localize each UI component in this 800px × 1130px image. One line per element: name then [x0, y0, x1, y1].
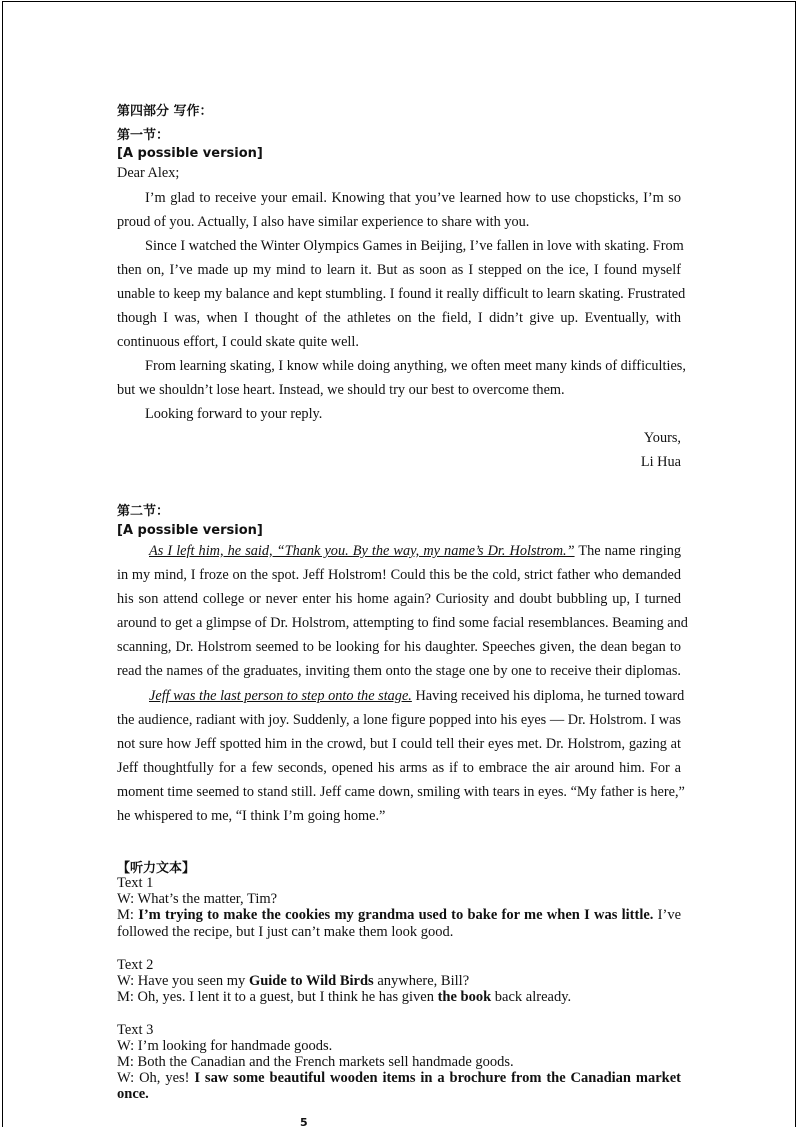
letter-line: proud of you. Actually, I also have similar experience to share with you.	[117, 214, 530, 230]
story-line: not sure how Jeff spotted him in the crowd, but I could tell their eyes met. Dr. Holstrom, gazing at	[117, 736, 681, 752]
keyword-highlight: the book	[437, 989, 492, 1005]
section2-heading: 第二节：	[117, 504, 170, 519]
signature: Li Hua	[640, 454, 681, 470]
text1-w-line: W: What’s the matter, Tim?	[117, 891, 278, 907]
text3-w2-line	[117, 1070, 681, 1087]
speaker-prefix: M: Oh, yes. I lent it to a guest, but I think he has given	[117, 989, 438, 1005]
text3-w-line: W: I’m looking for handmade goods.	[117, 1038, 333, 1054]
section1-version-label: [A possible version]	[117, 146, 263, 161]
letter-line: then on, I’ve made up my mind to learn it. But as soon as I stepped on the ice, I found myself	[117, 262, 681, 278]
story-line	[149, 543, 681, 560]
text3-label: Text 3	[117, 1022, 154, 1038]
letter-line: I’m glad to receive your email. Knowing that you’ve learned how to use chopsticks, I’m so	[145, 190, 681, 206]
letter-line: From learning skating, I know while doing anything, we often meet many kinds of difficulties,	[145, 358, 686, 374]
keyword-highlight: I saw some beautiful wooden items in a brochure from the Canadian market	[194, 1070, 681, 1086]
keyword-highlight: I’m trying to make the cookies my grandma used to bake for me when I was little.	[138, 907, 654, 923]
story-line: scanning, Dr. Holstrom seemed to be looking for his daughter. Speeches given, the dean began to	[117, 639, 681, 655]
letter-line: though I was, when I thought of the athletes on the field, I didn’t give up. Eventually, with	[117, 310, 681, 326]
line-rest: I’ve	[653, 907, 682, 923]
story-line: moment time seemed to stand still. Jeff came down, smiling with tears in eyes. “My father is here,”	[117, 784, 685, 800]
story-line-rest: The name ringing	[574, 543, 681, 559]
text3-w2-line2: once.	[117, 1086, 149, 1102]
part-heading: 第四部分 写作：	[117, 104, 213, 119]
story-line	[149, 688, 685, 705]
text2-label: Text 2	[117, 957, 154, 973]
story-lead-sentence: Jeff was the last person to step onto the stage.	[149, 688, 412, 704]
letter-line: Since I watched the Winter Olympics Games in Beijing, I’ve fallen in love with skating. From	[145, 238, 684, 254]
salutation: Dear Alex;	[117, 165, 180, 181]
letter-line: continuous effort, I could skate quite well.	[117, 334, 359, 350]
letter-line: unable to keep my balance and kept stumbling. I found it really difficult to learn skating. Frustrated	[117, 286, 686, 302]
story-line: his son attend college or never enter his home again? Curiosity and doubt bubbling up, I turned	[117, 591, 681, 607]
line-rest: anywhere, Bill?	[373, 973, 470, 989]
speaker-prefix: M:	[117, 907, 139, 923]
text3-m-line: M: Both the Canadian and the French markets sell handmade goods.	[117, 1054, 514, 1070]
text1-m-line2: followed the recipe, but I just can’t make them look good.	[117, 924, 454, 940]
keyword-highlight: Guide to Wild Birds	[248, 973, 374, 989]
story-line: Jeff thoughtfully for a few seconds, opened his arms as if to embrace the air around him. For a	[117, 760, 681, 776]
story-line-rest: Having received his diploma, he turned toward	[411, 688, 685, 704]
text1-m-line	[117, 907, 681, 924]
story-line: around to get a glimpse of Dr. Holstrom, attempting to find some facial resemblances. Beaming and	[117, 615, 688, 631]
story-line: read the names of the graduates, inviting them onto the stage one by one to receive their diplomas.	[117, 663, 681, 679]
speaker-prefix: W: Have you seen my	[117, 973, 249, 989]
section2-version-label: [A possible version]	[117, 523, 263, 538]
letter-line: Looking forward to your reply.	[145, 406, 323, 422]
story-line: he whispered to me, “I think I’m going home.”	[117, 808, 386, 824]
speaker-prefix: W: Oh, yes!	[117, 1070, 195, 1086]
text2-m-line	[117, 989, 571, 1006]
listening-heading: 【听力文本】	[117, 861, 196, 876]
letter-line: but we shouldn’t lose heart. Instead, we should try our best to overcome them.	[117, 382, 565, 398]
line-rest: back already.	[491, 989, 572, 1005]
section1-heading: 第一节：	[117, 128, 170, 143]
text1-label: Text 1	[117, 875, 154, 891]
closing: Yours,	[643, 430, 681, 446]
story-lead-sentence: As I left him, he said, “Thank you. By the way, my name’s Dr. Holstrom.”	[149, 543, 575, 559]
text2-w-line	[117, 973, 469, 990]
story-line: in my mind, I froze on the spot. Jeff Holstrom! Could this be the cold, strict father who demanded	[117, 567, 681, 583]
page-number: 5	[300, 1116, 308, 1129]
story-line: the audience, radiant with joy. Suddenly, a lone figure popped into his eyes — Dr. Holstrom. I was	[117, 712, 681, 728]
